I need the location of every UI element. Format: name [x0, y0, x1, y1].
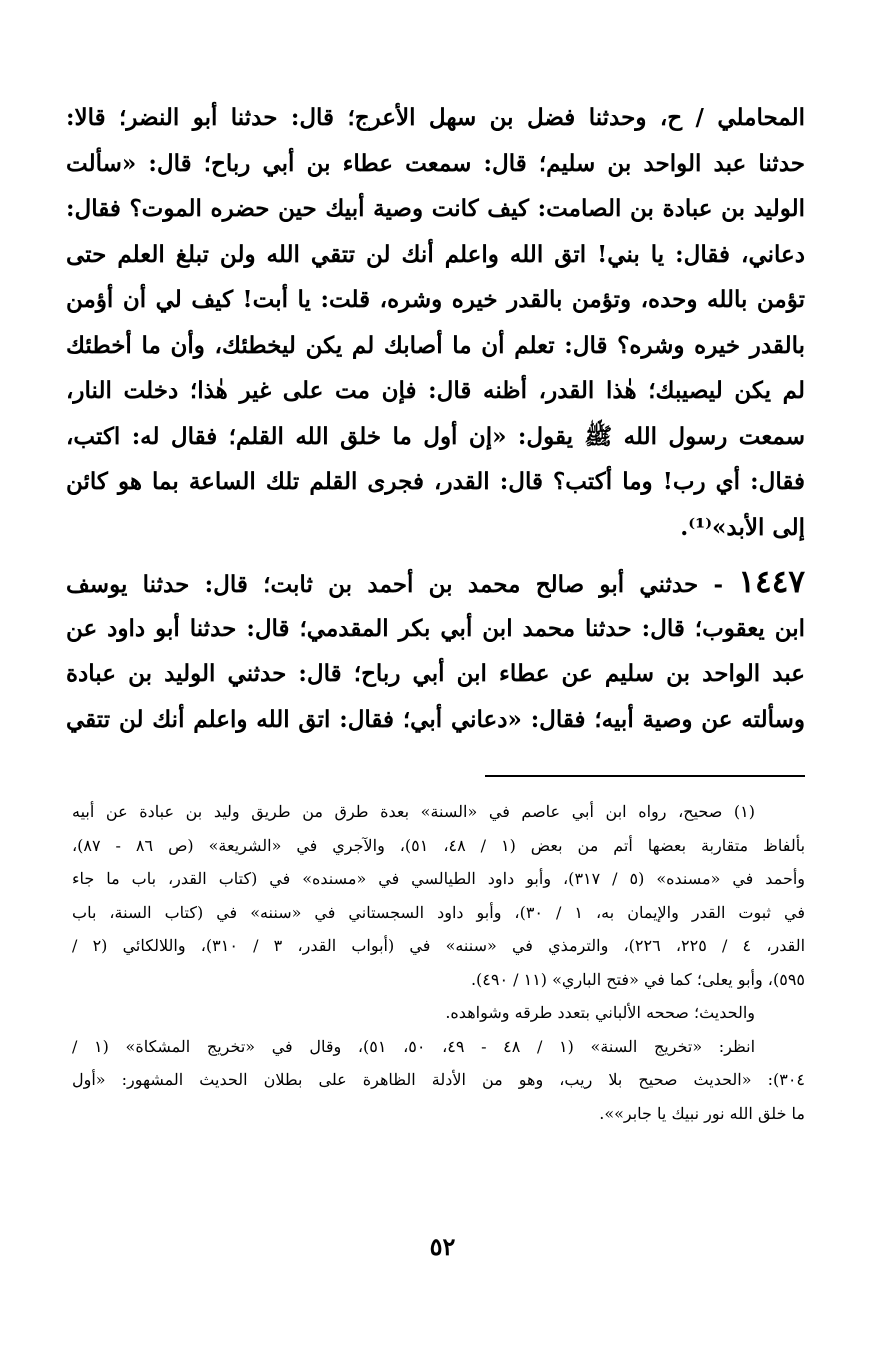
text-line: بالقدر خيره وشره؟ قال: تعلم أن ما أصابك لم يكن ليخطئك، وأن ما أخطئك [66, 331, 805, 359]
text-line: حدثنا عبد الواحد بن سليم؛ قال: سمعت عطاء بن أبي رباح؛ قال: «سألت [66, 149, 805, 177]
hadith-first-line-text: - حدثني أبو صالح محمد بن أحمد بن ثابت؛ قال: حدثنا يوسف [66, 571, 739, 598]
text-line: لم يكن ليصيبك؛ هٰذا القدر، أظنه قال: فإن مت على غير هٰذا؛ دخلت النار، [66, 377, 805, 404]
text-line: الوليد بن عبادة بن الصامت: كيف كانت وصية أبيك حين حضره الموت؟ فقال: [66, 195, 805, 222]
hadith-number: ١٤٤٧ [738, 564, 805, 600]
text-line: سمعت رسول الله ﷺ يقول: «إن أول ما خلق الله القلم؛ فقال له: اكتب، [66, 422, 805, 450]
paragraph-gap [66, 550, 805, 560]
text-line: تؤمن بالله وحده، وتؤمن بالقدر خيره وشره، قلت: يا أبت! كيف لي أن أؤمن [66, 286, 805, 313]
text-line: إلى الأبد»⁽¹⁾. [680, 513, 805, 541]
text-line: فقال: أي رب! وما أكتب؟ قال: القدر، فجرى القلم تلك الساعة بما هو كائن [66, 468, 805, 495]
footnote-divider [485, 775, 805, 777]
footnote-line: وأحمد في «مسنده» (٥ / ٣١٧)، وأبو داود الطيالسي في «مسنده» في (كتاب القدر، باب ما جاء [72, 869, 805, 888]
footnote-note: والحديث؛ صححه الألباني بتعدد طرقه وشواهده. [445, 1003, 755, 1022]
text-line: المحاملي / ح، وحدثنا فضل بن سهل الأعرج؛ قال: حدثنا أبو النضر؛ قالا: [66, 104, 805, 131]
footnote-line: ٥٩٥)، وأبو يعلى؛ كما في «فتح الباري» (١١ / ٤٩٠). [470, 969, 805, 989]
text-line: وسألته عن وصية أبيه؛ فقال: «دعاني أبي؛ فقال: اتق الله واعلم أنك لن تتقي [66, 705, 805, 733]
footnote-takhrij-line: ٣٠٤): «الحديث صحيح بلا ريب، وهو من الأدلة الظاهرة على بطلان الحديث المشهور: «أول [72, 1070, 805, 1089]
footnote-line: القدر، ٤ / ٢٢٥، ٢٢٦)، والترمذي في «سننه» في (أبواب القدر، ٣ / ٣١٠)، واللالكائي (٢ / [72, 936, 805, 955]
page-number: ٥٢ [429, 1232, 456, 1261]
text-line: دعاني، فقال: يا بني! اتق الله واعلم أنك لن تتقي الله ولن تبلغ العلم حتى [66, 240, 805, 268]
footnotes [72, 795, 805, 1130]
footnote-takhrij-line: انظر: «تخريج السنة» (١ / ٤٨ - ٤٩، ٥٠، ٥١)، وقال في «تخريج المشكاة» (١ / [72, 1036, 756, 1056]
text-line: عبد الواحد بن سليم عن عطاء ابن أبي رباح؛ قال: حدثني الوليد بن عبادة [66, 660, 805, 687]
hadith-first-line [66, 560, 805, 606]
footnote-takhrij-line: ما خلق الله نور نبيك يا جابر»». [599, 1103, 805, 1123]
footnote-line: بألفاظ متقاربة بعضها أتم من بعض (١ / ٤٨، ٥١)، والآجري في «الشريعة» (ص ٨٦ - ٨٧)، [72, 835, 805, 855]
footnote-line: (١) صحيح، رواه ابن أبي عاصم في «السنة» بعدة طرق من طريق وليد بن عبادة عن أبيه [72, 802, 755, 821]
main-text [66, 95, 805, 742]
text-line: ابن يعقوب؛ قال: حدثنا محمد ابن أبي بكر المقدمي؛ قال: حدثنا أبو داود عن [66, 614, 805, 642]
footnote-line: في ثبوت القدر والإيمان به، ١ / ٣٠)، وأبو داود السجستاني في «سننه» في (كتاب السنة، باب [72, 902, 805, 922]
